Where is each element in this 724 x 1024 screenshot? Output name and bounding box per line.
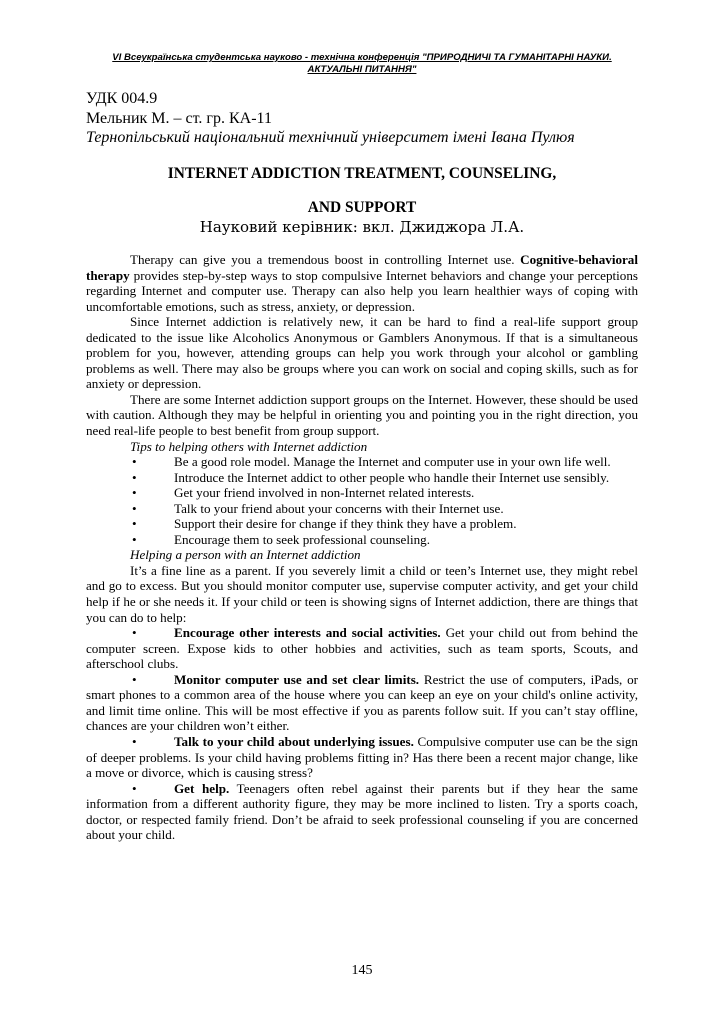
list-item <box>86 516 638 532</box>
paragraph-2: Since Internet addiction is relatively new, it can be hard to find a real-life support group dedicated to the issue like Alcoholics Anonymous or Gamblers Anonymous. If that is a simultaneous problem for you, however, attending groups can help you work through your alcohol or gambling problems as well. There may also be groups where you can work on social and coping skills, such as for anxiety or depression. <box>86 314 638 392</box>
bullet-icon: • <box>132 733 137 749</box>
list-item-text: Get your friend involved in non-Internet related interests. <box>174 485 475 501</box>
list-item-bold: Encourage other interests and social activities. <box>174 625 441 641</box>
list-item <box>86 532 638 548</box>
list-item-bold: Monitor computer use and set clear limits. <box>174 671 420 687</box>
conference-header-line1: VI Всеукраїнська студентська науково - технічна конференція "ПРИРОДНИЧІ ТА ГУМАНІТАРНІ НАУКИ. <box>112 52 612 63</box>
author-line: Мельник М. – ст. гр. КА-11 <box>86 110 272 127</box>
conference-header-line2: АКТУАЛЬНІ ПИТАННЯ" <box>307 64 417 75</box>
page-number: 145 <box>351 963 373 978</box>
bullet-icon: • <box>132 531 137 547</box>
supervisor-line: Науковий керівник: вкл. Джиджора Л.А. <box>199 218 525 236</box>
bullet-icon: • <box>132 500 137 516</box>
bullet-icon: • <box>132 485 137 501</box>
list-item <box>86 470 638 486</box>
subheading-tips: Tips to helping others with Internet addiction <box>130 438 368 454</box>
bullet-icon: • <box>132 516 137 532</box>
list-item-text: Get your child out from behind the computer screen. Expose kids to other hobbies and activities, such as team sports, Scouts, and afterschool clubs. <box>86 625 638 672</box>
list-item <box>86 625 638 672</box>
paragraph-1-bold: Cognitive-behavioral therapy <box>86 252 638 283</box>
list-item-text: Encourage them to seek professional counseling. <box>174 531 430 547</box>
paper-title-line2: AND SUPPORT <box>307 199 417 216</box>
list-item <box>86 734 638 781</box>
list-item <box>86 454 638 470</box>
list-item-bold: Get help. <box>174 780 230 796</box>
udk-code: УДК 004.9 <box>86 90 158 107</box>
list-item-text: Support their desire for change if they think they have a problem. <box>174 516 517 532</box>
list-item-text: Be a good role model. Manage the Internet and computer use in your own life well. <box>174 454 611 470</box>
subheading-helping: Helping a person with an Internet addiction <box>130 547 361 563</box>
paragraph-1-text-a: Therapy can give you a tremendous boost in controlling Internet use. <box>130 252 521 267</box>
bullet-icon: • <box>132 469 137 485</box>
paragraph-1 <box>86 252 638 314</box>
conference-header <box>86 52 638 76</box>
list-item <box>86 501 638 517</box>
bullet-icon: • <box>132 780 137 796</box>
paragraph-3: There are some Internet addiction support groups on the Internet. However, these should be used with caution. Although they may be helpful in orienting you and pointing you in the right direction, you need real-life people to best benefit from group support. <box>86 391 638 439</box>
list-item-text: Compulsive computer use can be the sign of deeper problems. Is your child having problems fitting in? Has there been a recent major change, like a move or divorce, which is causing stress? <box>86 733 638 781</box>
list-item-text: Introduce the Internet addict to other people who handle their Internet use sensibly. <box>174 469 610 485</box>
bullet-icon: • <box>132 625 137 641</box>
paper-title-line1: INTERNET ADDICTION TREATMENT, COUNSELING, <box>167 165 557 182</box>
paper-body <box>86 252 638 843</box>
university-line: Тернопільський національний технічний університет імені Івана Пулюя <box>86 129 575 146</box>
paper-title <box>86 157 638 225</box>
list-item-text: Teenagers often rebel against their parents but if they hear the same information from a different authority figure, they may be more inclined to listen. Try a sports coach, doctor, or respected family friend. Don’t be afraid to seek professional counseling if you are concerned about your child. <box>86 780 638 843</box>
list-item-text: Restrict the use of computers, iPads, or smart phones to a common area of the house where you can keep an eye on your child's online activity, and limit time online. This will be most effective if you as parents follow suit. If you can’t stay offline, chances are your children won’t either. <box>86 671 638 734</box>
list-item <box>86 781 638 843</box>
bullet-icon: • <box>132 454 137 470</box>
list-item <box>86 672 638 734</box>
paragraph-4: It’s a fine line as a parent. If you severely limit a child or teen’s Internet use, they might rebel and go to excess. But you should monitor computer use, supervise computer activity, and get your child help if he or she needs it. If your child or teen is showing signs of Internet addiction, there are things that you can do to help: <box>86 562 638 625</box>
list-item-bold: Talk to your child about underlying issues. <box>174 733 414 749</box>
list-item <box>86 485 638 501</box>
paragraph-1-text-b: provides step-by-step ways to stop compulsive Internet behaviors and change your perceptions regarding Internet and computer use. Therapy can also help you learn healthier ways of coping with uncomfortable emotions, such as stress, anxiety, or depression. <box>86 267 638 314</box>
list-item-text: Talk to your friend about your concerns with their Internet use. <box>174 500 504 516</box>
bullet-icon: • <box>132 671 137 687</box>
